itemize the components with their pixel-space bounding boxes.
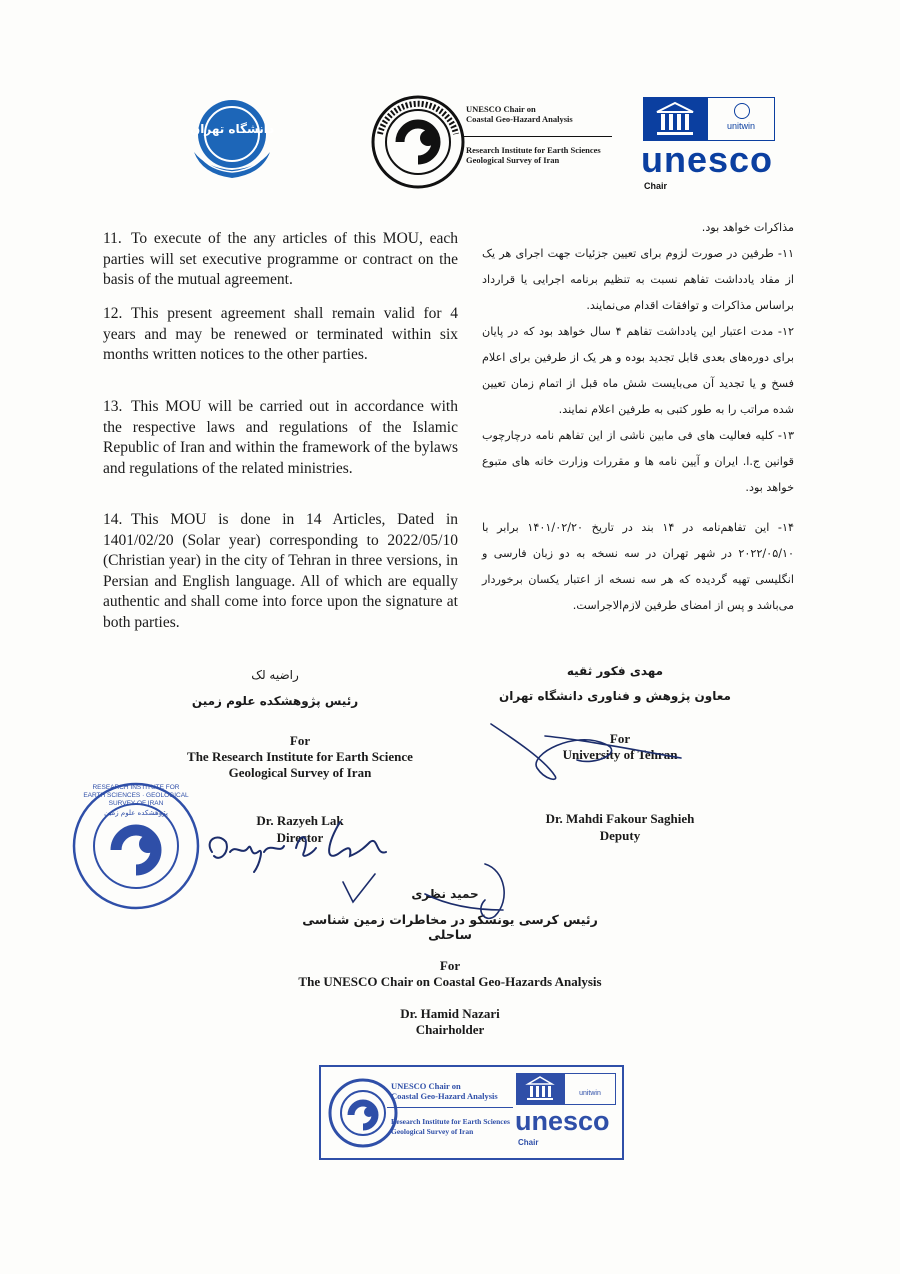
right-signer-title: Deputy bbox=[599, 828, 641, 843]
stamp-chair-line1: UNESCO Chair on bbox=[391, 1081, 461, 1091]
unesco-wordmark: unesco bbox=[641, 139, 774, 180]
left-org-line1: The Research Institute for Earth Science bbox=[187, 749, 413, 764]
unesco-chair-line1: UNESCO Chair on bbox=[466, 104, 536, 114]
persian-article-13: ۱۳- کلیه فعالیت های فی مابین ناشی از این تفاهم نامه درچارچوب قوانین ج.ا. ایران و آیین نامه ها و مقررات وزارت خانه های متبوع خواهد بود. bbox=[482, 429, 794, 494]
english-article-13: 13. This MOU will be carried out in accordance with the respective laws and regulations of the Islamic Republic of Iran and within the framework of the bylaws and regulations of the related ministries. bbox=[103, 398, 458, 477]
english-article-11: 11. To execute of the any articles of this MOU, each parties will set executive programme or contract on the basis of the mutual agreement. bbox=[103, 230, 458, 288]
stamp-unitwin-label: unitwin bbox=[579, 1090, 601, 1097]
left-fa-title: رئیس پژوهشکده علوم زمین bbox=[191, 694, 359, 708]
center-fa-name: حمید نظری bbox=[411, 887, 479, 901]
unitwin-box bbox=[707, 97, 775, 141]
english-article-14: 14. This MOU is done in 14 Articles, Dated in 1401/02/20 (Solar year) corresponding to 2022/05/10 (Christian year) in the city of Tehran in three versions, in Persian and English language. All of which are equally authentic and shall come into force upon the signature at both parties. bbox=[103, 511, 458, 631]
stamp-unesco-temple-icon bbox=[516, 1073, 564, 1105]
left-seal-inner-text: پژوهشکده علوم زمین bbox=[104, 809, 168, 817]
unitwin-label: unitwin bbox=[726, 121, 755, 131]
stamp-chair-line2: Coastal Geo-Hazard Analysis bbox=[391, 1091, 498, 1101]
signature-hamid-nazari bbox=[335, 860, 525, 940]
stamp-divider bbox=[387, 1107, 513, 1108]
stamp-institute-line1: Research Institute for Earth Sciences bbox=[391, 1117, 510, 1126]
stamp-unesco-wordmark: unesco bbox=[515, 1106, 610, 1136]
center-signer-title: Chairholder bbox=[415, 1022, 485, 1037]
institute-line2: Geological Survey of Iran bbox=[466, 155, 560, 165]
right-for-label: For bbox=[609, 731, 631, 746]
university-of-tehran-logo bbox=[188, 92, 276, 184]
institute-blue-seal bbox=[70, 780, 202, 912]
left-signer-name: Dr. Razyeh Lak bbox=[256, 813, 344, 828]
ut-logo-text: دانشگاه تهران bbox=[190, 122, 274, 136]
unitwin-icon bbox=[734, 103, 750, 119]
stamp-seal-icon bbox=[327, 1077, 399, 1149]
stamp-institute-line2: Geological Survey of Iran bbox=[391, 1127, 474, 1136]
center-fa-title: رئیس کرسی یونسکو در مخاطرات زمین شناسی ساحلی bbox=[302, 912, 598, 942]
right-org-line1: University of Tehran bbox=[562, 747, 678, 762]
right-signer-name: Dr. Mahdi Fakour Saghieh bbox=[545, 811, 695, 826]
header-institute-text bbox=[466, 145, 646, 165]
header-chair-text bbox=[466, 104, 646, 124]
left-org-line2: Geological Survey of Iran bbox=[228, 765, 372, 780]
right-fa-title: معاون پژوهش و فناوری دانشگاه تهران bbox=[499, 689, 731, 703]
stamp-institute-text bbox=[391, 1117, 521, 1137]
left-signer-title: Director bbox=[276, 830, 324, 845]
persian-article-11: ۱۱- طرفین در صورت لزوم برای تعیین جزئیات جهت اجرای هر یک از مفاد یادداشت تفاهم نسبت به تنظیم برنامه اجرایی یا قرارداد براساس مذاکرات و توافقات اقدام می‌نمایند. bbox=[482, 247, 794, 312]
header-divider bbox=[462, 136, 612, 137]
signature-mahdi-fakour bbox=[485, 710, 685, 790]
bottom-chair-stamp bbox=[319, 1065, 624, 1160]
center-signer-name: Dr. Hamid Nazari bbox=[400, 1006, 500, 1021]
left-for-label: For bbox=[289, 733, 311, 748]
left-fa-name: راضیه لک bbox=[251, 668, 299, 682]
right-fa-name: مهدی فکور ثقیه bbox=[566, 664, 664, 678]
english-article-12: 12. This present agreement shall remain valid for 4 years and may be renewed or terminated within six months written notices to the other parties. bbox=[103, 305, 458, 363]
stamp-unitwin-box bbox=[564, 1073, 616, 1105]
persian-article-14: ۱۴- این تفاهم‌نامه در ۱۴ بند در تاریخ ۱۴۰۱/۰۲/۲۰ برابر با ۲۰۲۲/۰۵/۱۰ در شهر تهران در سه نسخه به دو زبان فارسی و انگلیسی تهیه گردیده که هر سه نسخه از اعتبار یکسان برخوردار می‌باشد و پس از امضای طرفین لازم‌الاجراست. bbox=[482, 521, 794, 612]
institute-line1: Research Institute for Earth Sciences bbox=[466, 145, 601, 155]
stamp-chair-label: Chair bbox=[518, 1138, 539, 1147]
unesco-temple-icon bbox=[643, 97, 707, 141]
center-org-line1: The UNESCO Chair on Coastal Geo-Hazards Analysis bbox=[298, 974, 602, 989]
persian-carry-over: مذاکرات خواهد بود. bbox=[701, 221, 794, 234]
stamp-chair-text bbox=[391, 1081, 521, 1101]
left-seal-ring-text: RESEARCH INSTITUTE FOR EARTH SCIENCES · GEOLOGICAL SURVEY OF IRAN bbox=[83, 784, 189, 807]
unesco-chair-line2: Coastal Geo-Hazard Analysis bbox=[466, 114, 573, 124]
chair-label: Chair bbox=[644, 181, 668, 191]
institute-seal-logo bbox=[370, 94, 466, 190]
persian-article-12: ۱۲- مدت اعتبار این یادداشت تفاهم ۴ سال خواهد بود که در پایان برای دوره‌های بعدی قابل تجدید بوده و هر یک از طرفین برای اعلام فسخ و یا تجدید آن می‌بایست شش ماه قبل از اتمام زمان تعیین شده مراتب را به طور کتبی به طرفین اعلام نمایند. bbox=[482, 325, 794, 416]
center-for-label: For bbox=[439, 958, 461, 973]
